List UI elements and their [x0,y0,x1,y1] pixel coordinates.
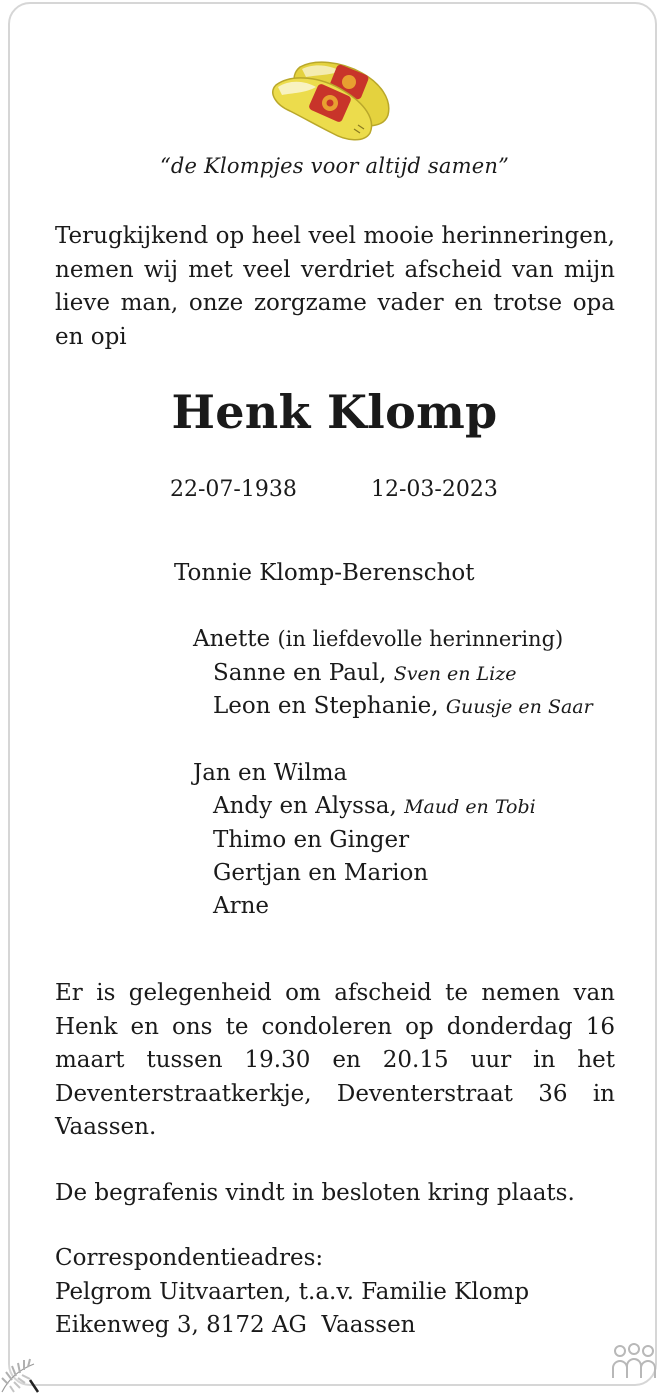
intro-text: Terugkijkend op heel veel mooie herinneringen, nemen wij met veel verdriet afscheid van mijn lieve man, onze zorgzame vader en trotse opa en opi [55,223,615,350]
grandchild-line: Gertjan en Marion [213,860,429,886]
child-1-name: Anette [193,626,278,652]
deceased-name: Henk Klomp [171,385,498,439]
grandchild-line: Andy en Alyssa, Maud en Tobi [213,793,536,819]
clogs-icon [270,55,400,145]
address-line-1: Pelgrom Uitvaarten, t.a.v. Familie Klomp [55,1278,530,1305]
great-grandchildren: Sven en Lize [393,663,517,685]
great-grandchildren: Guusje en Saar [445,696,593,718]
child-1-note: (in liefdevolle herinnering) [277,627,564,651]
funeral-text: De begrafenis vindt in besloten kring plaats. [55,1180,575,1206]
grandchild-line: Sanne en Paul, Sven en Lize [213,660,517,686]
address-line-2: Eikenweg 3, 8172 AG Vaassen [55,1312,416,1338]
death-date: 12-03-2023 [371,477,498,502]
grandchild-line: Thimo en Ginger [213,827,410,853]
child-2-name: Jan en Wilma [193,760,348,786]
motto: “de Klompjes voor altijd samen” [159,154,510,178]
grandchild-line: Arne [213,893,270,919]
grandchild-line: Leon en Stephanie, Guusje en Saar [213,693,593,719]
leaf-corner-icon [0,1340,46,1394]
child-1 [193,626,563,652]
family-logo-icon [610,1342,658,1382]
correspondence-address [55,1242,615,1343]
great-grandchildren: Maud en Tobi [404,796,536,818]
address-label: Correspondentieadres: [55,1245,324,1271]
birth-date: 22-07-1938 [170,477,297,502]
condolence-text: Er is gelegenheid om afscheid te nemen van Henk en ons te condoleren op donderdag 16 maart tussen 19.30 en 20.15 uur in het Deventerstraatkerkje, Deventerstraat 36 in Vaassen. [55,980,615,1140]
spouse-name: Tonnie Klomp-Berenschot [174,560,475,586]
